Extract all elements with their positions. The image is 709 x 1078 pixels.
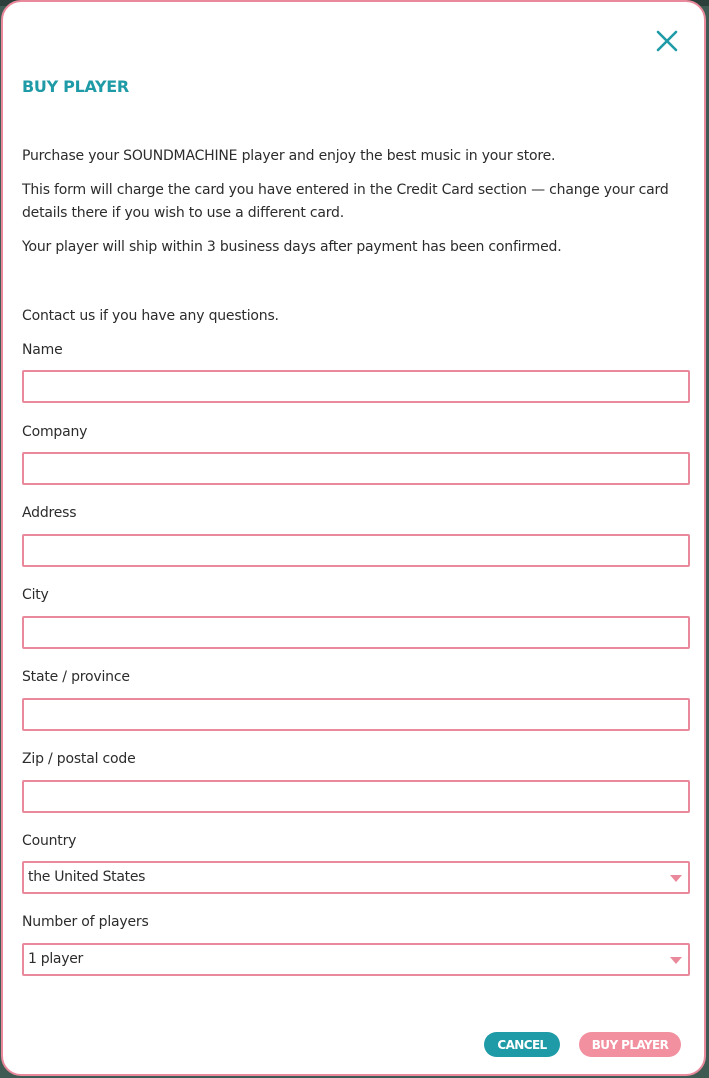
modal-title: BUY PLAYER bbox=[22, 77, 129, 96]
company-input[interactable] bbox=[22, 452, 690, 485]
zip-input[interactable] bbox=[22, 780, 690, 813]
company-label: Company bbox=[22, 424, 88, 440]
country-label: Country bbox=[22, 833, 77, 849]
players-label: Number of players bbox=[22, 914, 149, 930]
name-input[interactable] bbox=[22, 370, 690, 403]
city-label: City bbox=[22, 587, 49, 603]
country-selected-value: the United States bbox=[28, 869, 146, 885]
players-selected-value: 1 player bbox=[28, 951, 83, 967]
players-select[interactable] bbox=[22, 943, 690, 976]
city-input[interactable] bbox=[22, 616, 690, 649]
close-icon bbox=[652, 26, 682, 56]
contact-text: Contact us if you have any questions. bbox=[22, 308, 279, 324]
name-label: Name bbox=[22, 342, 63, 358]
cancel-button[interactable]: CANCEL bbox=[484, 1032, 560, 1057]
state-input[interactable] bbox=[22, 698, 690, 731]
address-label: Address bbox=[22, 505, 77, 521]
chevron-down-icon bbox=[670, 957, 682, 964]
buy-player-button[interactable]: BUY PLAYER bbox=[579, 1032, 681, 1057]
zip-label: Zip / postal code bbox=[22, 751, 136, 767]
country-select[interactable] bbox=[22, 861, 690, 894]
buy-player-modal bbox=[1, 0, 706, 1076]
card-info-text: This form will charge the card you have entered in the Credit Card section — change your card details there if you wish to use a different card. bbox=[22, 182, 669, 221]
intro-text: Purchase your SOUNDMACHINE player and enjoy the best music in your store. bbox=[22, 148, 556, 164]
chevron-down-icon bbox=[670, 875, 682, 882]
address-input[interactable] bbox=[22, 534, 690, 567]
state-label: State / province bbox=[22, 669, 130, 685]
shipping-info-text: Your player will ship within 3 business days after payment has been confirmed. bbox=[22, 239, 562, 255]
close-button[interactable] bbox=[652, 26, 682, 56]
